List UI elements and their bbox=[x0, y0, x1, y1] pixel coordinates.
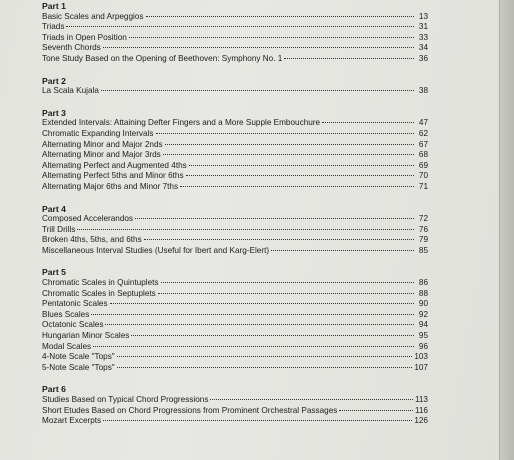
entry-page-number: 62 bbox=[418, 128, 428, 138]
toc-part bbox=[42, 204, 428, 257]
entry-page-number: 90 bbox=[418, 299, 428, 309]
entry-title: Alternating Minor and Major 3rds bbox=[42, 150, 161, 160]
table-of-contents bbox=[42, 1, 428, 438]
toc-entry bbox=[42, 86, 428, 97]
toc-part bbox=[42, 384, 428, 426]
entry-title: Alternating Perfect and Augmented 4ths bbox=[42, 160, 187, 170]
entry-title: Chromatic Scales in Septuplets bbox=[42, 288, 156, 298]
entry-title: Blues Scales bbox=[42, 309, 90, 319]
toc-entry bbox=[42, 214, 428, 225]
toc-entry bbox=[42, 342, 428, 353]
dot-leader bbox=[189, 165, 414, 166]
toc-part bbox=[42, 76, 428, 97]
dot-leader bbox=[180, 186, 414, 187]
entry-title: Chromatic Expanding Intervals bbox=[42, 128, 154, 138]
dot-leader bbox=[210, 399, 413, 400]
dot-leader bbox=[161, 282, 415, 283]
entry-page-number: 92 bbox=[418, 309, 428, 319]
entry-title: Alternating Major 6ths and Minor 7ths bbox=[42, 181, 179, 191]
entry-page-number: 70 bbox=[418, 171, 428, 181]
dot-leader bbox=[322, 122, 414, 123]
dot-leader bbox=[163, 154, 414, 155]
entry-page-number: 88 bbox=[418, 288, 428, 298]
toc-entry bbox=[42, 118, 428, 129]
entry-title: Triads in Open Position bbox=[42, 32, 127, 42]
entry-page-number: 69 bbox=[418, 160, 428, 170]
entry-page-number: 67 bbox=[418, 139, 428, 149]
entry-title: Mozart Excerpts bbox=[42, 416, 102, 426]
entry-page-number: 86 bbox=[418, 278, 428, 288]
entry-page-number: 79 bbox=[418, 235, 428, 245]
toc-entry bbox=[42, 406, 428, 417]
entry-title: Tone Study Based on the Opening of Beethoven: Symphony No. 1 bbox=[42, 53, 283, 63]
entry-page-number: 13 bbox=[418, 11, 428, 21]
dot-leader bbox=[339, 410, 413, 411]
dot-leader bbox=[156, 133, 415, 134]
toc-entry bbox=[42, 352, 428, 363]
entry-title: Trill Drills bbox=[42, 224, 76, 234]
entry-title: Triads bbox=[42, 22, 65, 32]
dot-leader bbox=[66, 26, 414, 27]
part-heading: Part 4 bbox=[42, 203, 66, 214]
part-heading: Part 2 bbox=[42, 75, 66, 86]
entry-page-number: 72 bbox=[418, 214, 428, 224]
dot-leader bbox=[284, 58, 414, 59]
dot-leader bbox=[158, 293, 414, 294]
entry-title: Broken 4ths, 5ths, and 6ths bbox=[42, 235, 142, 245]
dot-leader bbox=[105, 324, 414, 325]
toc-entry bbox=[42, 33, 428, 44]
entry-page-number: 103 bbox=[414, 352, 428, 362]
entry-title: Alternating Minor and Major 2nds bbox=[42, 139, 163, 149]
dot-leader bbox=[103, 47, 414, 48]
dot-leader bbox=[146, 16, 415, 17]
toc-entry bbox=[42, 395, 428, 406]
entry-title: Seventh Chords bbox=[42, 43, 101, 53]
toc-entry bbox=[42, 310, 428, 321]
dot-leader bbox=[165, 144, 414, 145]
toc-entry bbox=[42, 182, 428, 193]
toc-entry bbox=[42, 150, 428, 161]
toc-entry bbox=[42, 416, 428, 427]
toc-entry bbox=[42, 299, 428, 310]
dot-leader bbox=[93, 346, 414, 347]
entry-title: 4-Note Scale "Tops" bbox=[42, 352, 115, 362]
dot-leader bbox=[186, 175, 414, 176]
dot-leader bbox=[129, 37, 414, 38]
part-heading: Part 6 bbox=[42, 384, 66, 395]
toc-entry bbox=[42, 140, 428, 151]
toc-entry bbox=[42, 246, 428, 257]
entry-page-number: 47 bbox=[418, 118, 428, 128]
toc-entry bbox=[42, 235, 428, 246]
entry-title: Alternating Perfect 5ths and Minor 6ths bbox=[42, 171, 184, 181]
entry-page-number: 96 bbox=[418, 341, 428, 351]
part-heading: Part 5 bbox=[42, 267, 66, 278]
entry-title: Chromatic Scales in Quintuplets bbox=[42, 278, 159, 288]
toc-entry bbox=[42, 289, 428, 300]
entry-page-number: 34 bbox=[418, 43, 428, 53]
dot-leader bbox=[91, 314, 414, 315]
entry-page-number: 116 bbox=[414, 405, 428, 415]
entry-title: Modal Scales bbox=[42, 341, 92, 351]
entry-title: Studies Based on Typical Chord Progressions bbox=[42, 395, 209, 404]
entry-page-number: 38 bbox=[418, 86, 428, 96]
entry-title: Extended Intervals: Attaining Defter Fingers and a More Supple Embouchure bbox=[42, 118, 321, 128]
entry-title: Octatonic Scales bbox=[42, 320, 104, 330]
toc-entry bbox=[42, 22, 428, 33]
entry-title: 5-Note Scale "Tops" bbox=[42, 362, 115, 372]
entry-title: Composed Accelerandos bbox=[42, 214, 134, 224]
dot-leader bbox=[77, 229, 414, 230]
entry-page-number: 85 bbox=[418, 245, 428, 255]
entry-page-number: 126 bbox=[414, 416, 428, 426]
entry-page-number: 94 bbox=[418, 320, 428, 330]
dot-leader bbox=[135, 218, 414, 219]
dot-leader bbox=[117, 367, 413, 368]
toc-part bbox=[42, 108, 428, 193]
toc-entry bbox=[42, 171, 428, 182]
dot-leader bbox=[144, 239, 414, 240]
part-heading: Part 1 bbox=[42, 1, 66, 11]
toc-entry bbox=[42, 54, 428, 65]
entry-page-number: 107 bbox=[414, 362, 428, 372]
toc-entry bbox=[42, 12, 428, 23]
entry-page-number: 33 bbox=[418, 32, 428, 42]
toc-entry bbox=[42, 331, 428, 342]
entry-page-number: 68 bbox=[418, 150, 428, 160]
toc-part bbox=[42, 267, 428, 373]
entry-page-number: 31 bbox=[418, 22, 428, 32]
entry-page-number: 71 bbox=[418, 181, 428, 191]
page-edge bbox=[499, 0, 514, 460]
entry-title: La Scala Kujala bbox=[42, 86, 99, 96]
entry-page-number: 95 bbox=[418, 331, 428, 341]
toc-entry bbox=[42, 320, 428, 331]
dot-leader bbox=[103, 420, 412, 421]
entry-title: Short Etudes Based on Chord Progressions from Prominent Orchestral Passages bbox=[42, 405, 338, 415]
dot-leader bbox=[101, 90, 414, 91]
toc-entry bbox=[42, 43, 428, 54]
entry-page-number: 113 bbox=[414, 395, 428, 404]
toc-entry bbox=[42, 278, 428, 289]
dot-leader bbox=[271, 250, 414, 251]
entry-title: Pentatonic Scales bbox=[42, 299, 108, 309]
entry-title: Basic Scales and Arpeggios bbox=[42, 11, 144, 21]
toc-entry bbox=[42, 129, 428, 140]
entry-page-number: 36 bbox=[418, 53, 428, 63]
dot-leader bbox=[117, 356, 413, 357]
dot-leader bbox=[131, 335, 414, 336]
entry-title: Hungarian Minor Scales bbox=[42, 331, 130, 341]
toc-entry bbox=[42, 225, 428, 236]
toc-entry bbox=[42, 161, 428, 172]
entry-title: Miscellaneous Interval Studies (Useful for Ibert and Karg-Elert) bbox=[42, 245, 270, 255]
part-heading: Part 3 bbox=[42, 107, 66, 118]
entry-page-number: 76 bbox=[418, 224, 428, 234]
toc-part bbox=[42, 1, 428, 65]
toc-entry bbox=[42, 363, 428, 374]
dot-leader bbox=[110, 303, 414, 304]
